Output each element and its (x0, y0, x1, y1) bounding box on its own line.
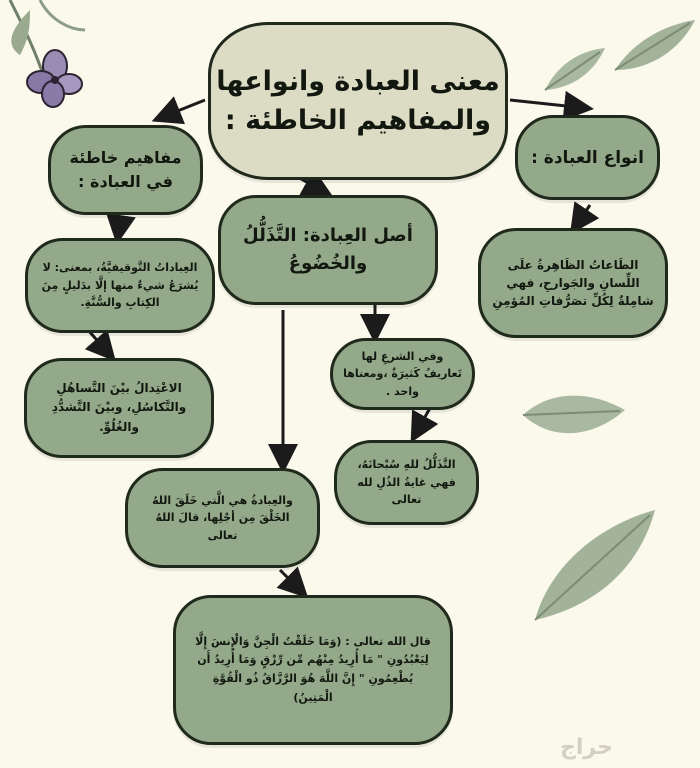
types-heading-text: انواع العبادة : (531, 147, 644, 168)
wrong-heading-text: مفاهيم خاطئة في العبادة : (69, 148, 182, 191)
node-submission (334, 440, 479, 525)
node-origin-heading (218, 195, 438, 305)
node-wrong-heading (48, 125, 203, 215)
node-verse (173, 595, 453, 745)
purpose-text: والعِبادةُ هي الَّتي خَلَقَ اللهُ الخَلْقَ مِن أجْلِها، قالَ اللهُ تعالى (152, 493, 293, 542)
node-moderation (24, 358, 214, 458)
tawqifiya-text: العِباداتُ التَّوقيفيَّةُ، بمعنى: لا يُشرَعُ شيءٌ منها إلَّا بدَليلٍ مِنَ الكِتابِ والسُّنَّةِ. (41, 261, 199, 310)
origin-heading-text: أصل العِبادة: التَّذَلُّلُ والخُضُوعُ (243, 225, 413, 274)
submission-text: التَّذَلُّلُ للهِ سُبْحانَهُ، فهي غايةُ الذُلِ لله تعالى (357, 458, 456, 507)
node-purpose (125, 468, 320, 568)
title-text: معنى العبادة وانواعها والمفاهيم الخاطئة : (216, 65, 500, 136)
diagram-title (208, 22, 508, 180)
node-shar-definitions (330, 338, 475, 410)
shar-definitions-text: وفي الشرعِ لها تَعاريفُ كَثيرَةٌ ،ومعناها واحد . (343, 349, 462, 398)
moderation-text: الاعْتِدالُ بيْنَ التَّساهُلِ والتَّكاسُلِ، وبيْنَ التَّشدُّدِ والغُلُوِّ. (51, 381, 187, 434)
watermark: حراج (560, 735, 613, 760)
node-tawqifiya (25, 238, 215, 333)
verse-text: قال الله تعالى : (وَمَا خَلَقْتُ الْجِنَّ وَالْإِنسَ إِلَّا لِيَعْبُدُونِ " مَا أُرِيدُ مِنْهُم مِّن رِّزْقٍ وَمَا أُرِيدُ أَن يُطْعِمُونِ " إِنَّ اللَّهَ هُوَ الرَّزَّاقُ ذُو الْقُوَّةِ الْمَتِينُ) (195, 634, 431, 704)
node-types-heading (515, 115, 660, 200)
node-types-body (478, 228, 668, 338)
types-body-text: الطَاعاتُ الظَاهِرةُ علَى اللِّسانِ والجَوارحِ، فهي شامِلةٌ لِكُلِّ تصَرُّفاتِ المُؤمِنِ (492, 258, 654, 308)
